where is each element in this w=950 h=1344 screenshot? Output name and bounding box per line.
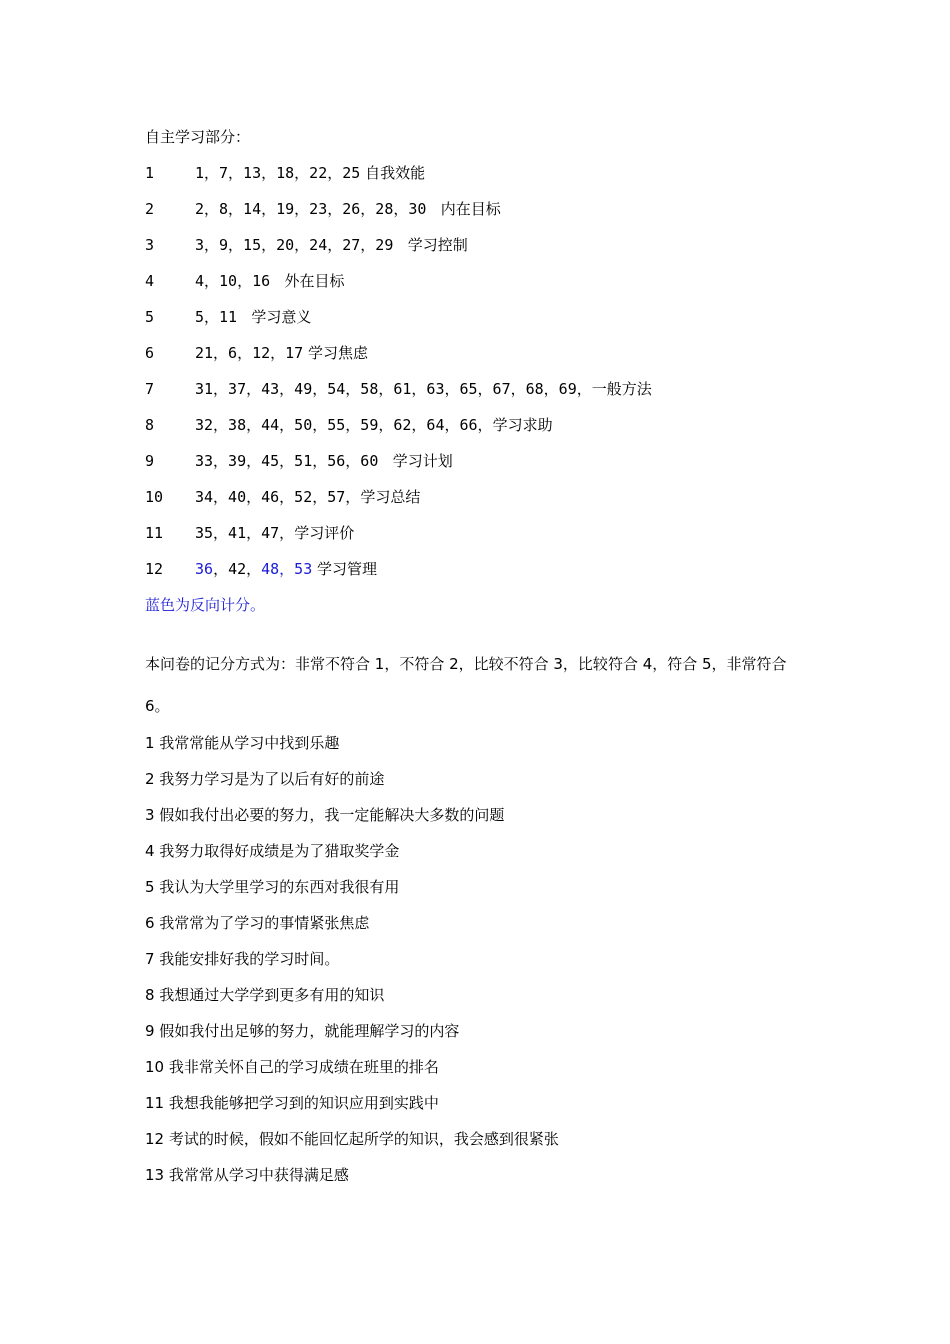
dimension-items: 21，6，12，17 xyxy=(195,344,304,362)
dimension-label: 自我效能 xyxy=(365,164,426,182)
dimension-items: 31，37，43，49，54，58，61，63，65，67，68，69， xyxy=(195,380,592,398)
question-item: 6 我常常为了学习的事情紧张焦虑 xyxy=(145,914,370,932)
reverse-score-note: 蓝色为反向计分。 xyxy=(145,596,266,614)
dimension-label: 学习意义 xyxy=(251,308,312,326)
dimension-index: 6 xyxy=(145,344,155,362)
dimension-row xyxy=(145,307,311,327)
scoring-paragraph: 本问卷的记分方式为：非常不符合 1，不符合 2，比较不符合 3，比较符合 4，符合 5，非常符合 6。 xyxy=(145,655,787,715)
dimension-row xyxy=(145,343,368,363)
dimension-index: 5 xyxy=(145,308,155,326)
dimension-label: 一般方法 xyxy=(591,380,652,398)
dimension-label: 学习控制 xyxy=(407,236,468,254)
dimension-items: 35，41，47， xyxy=(195,524,295,542)
question-item: 3 假如我付出必要的努力，我一定能解决大多数的问题 xyxy=(145,806,505,824)
question-item: 12 考试的时候，假如不能回忆起所学的知识，我会感到很紧张 xyxy=(145,1130,559,1148)
dimension-index: 1 xyxy=(145,164,155,182)
dimension-items: 4，10，16 xyxy=(195,272,271,290)
dimension-index: 7 xyxy=(145,380,155,398)
dimension-items: 1，7，13，18，22，25 xyxy=(195,164,361,182)
question-item: 5 我认为大学里学习的东西对我很有用 xyxy=(145,878,400,896)
dimension-row xyxy=(145,415,553,435)
dimension-row xyxy=(145,379,652,399)
dimension-row xyxy=(145,163,425,183)
dimension-index: 10 xyxy=(145,488,164,506)
dimension-items: 5，11 xyxy=(195,308,238,326)
dimension-label: 学习评价 xyxy=(294,524,355,542)
dimension-row xyxy=(145,523,354,543)
question-item: 13 我常常从学习中获得满足感 xyxy=(145,1166,349,1184)
question-item: 4 我努力取得好成绩是为了猎取奖学金 xyxy=(145,842,400,860)
dimension-label: 学习总结 xyxy=(360,488,421,506)
dimension-index: 12 xyxy=(145,560,164,578)
dimension-items: 33，39，45，51，56，60 xyxy=(195,452,379,470)
dimension-items: 34，40，46，52，57， xyxy=(195,488,361,506)
question-item: 1 我常常能从学习中找到乐趣 xyxy=(145,734,340,752)
dimension-row xyxy=(145,271,344,291)
question-item: 2 我努力学习是为了以后有好的前途 xyxy=(145,770,385,788)
dimension-index: 9 xyxy=(145,452,155,470)
section-title: 自主学习部分： xyxy=(145,128,251,146)
question-item: 10 我非常关怀自己的学习成绩在班里的排名 xyxy=(145,1058,439,1076)
dimension-items: ，42， xyxy=(213,560,262,578)
question-item: 9 假如我付出足够的努力，就能理解学习的内容 xyxy=(145,1022,460,1040)
dimension-items: 32，38，44，50，55，59，62，64，66， xyxy=(195,416,493,434)
dimension-row xyxy=(145,235,468,255)
dimension-row xyxy=(145,451,453,471)
dimension-index: 8 xyxy=(145,416,155,434)
question-item: 8 我想通过大学学到更多有用的知识 xyxy=(145,986,385,1004)
dimension-label: 内在目标 xyxy=(440,200,501,218)
dimension-label: 学习管理 xyxy=(317,560,378,578)
dimension-index: 4 xyxy=(145,272,155,290)
dimension-items-reverse: 48，53 xyxy=(261,560,313,578)
dimension-index: 2 xyxy=(145,200,155,218)
dimension-items: 2，8，14，19，23，26，28，30 xyxy=(195,200,427,218)
dimension-label: 学习计划 xyxy=(392,452,453,470)
dimension-label: 学习焦虑 xyxy=(308,344,369,362)
dimension-items: 3，9，15，20，24，27，29 xyxy=(195,236,394,254)
dimension-row xyxy=(145,559,377,579)
dimension-row xyxy=(145,487,420,507)
dimension-row xyxy=(145,199,501,219)
dimension-items-reverse: 36 xyxy=(195,560,214,578)
dimension-label: 学习求助 xyxy=(492,416,553,434)
dimension-index: 11 xyxy=(145,524,164,542)
dimension-label: 外在目标 xyxy=(284,272,345,290)
question-item: 11 我想我能够把学习到的知识应用到实践中 xyxy=(145,1094,439,1112)
dimension-index: 3 xyxy=(145,236,155,254)
question-item: 7 我能安排好我的学习时间。 xyxy=(145,950,340,968)
